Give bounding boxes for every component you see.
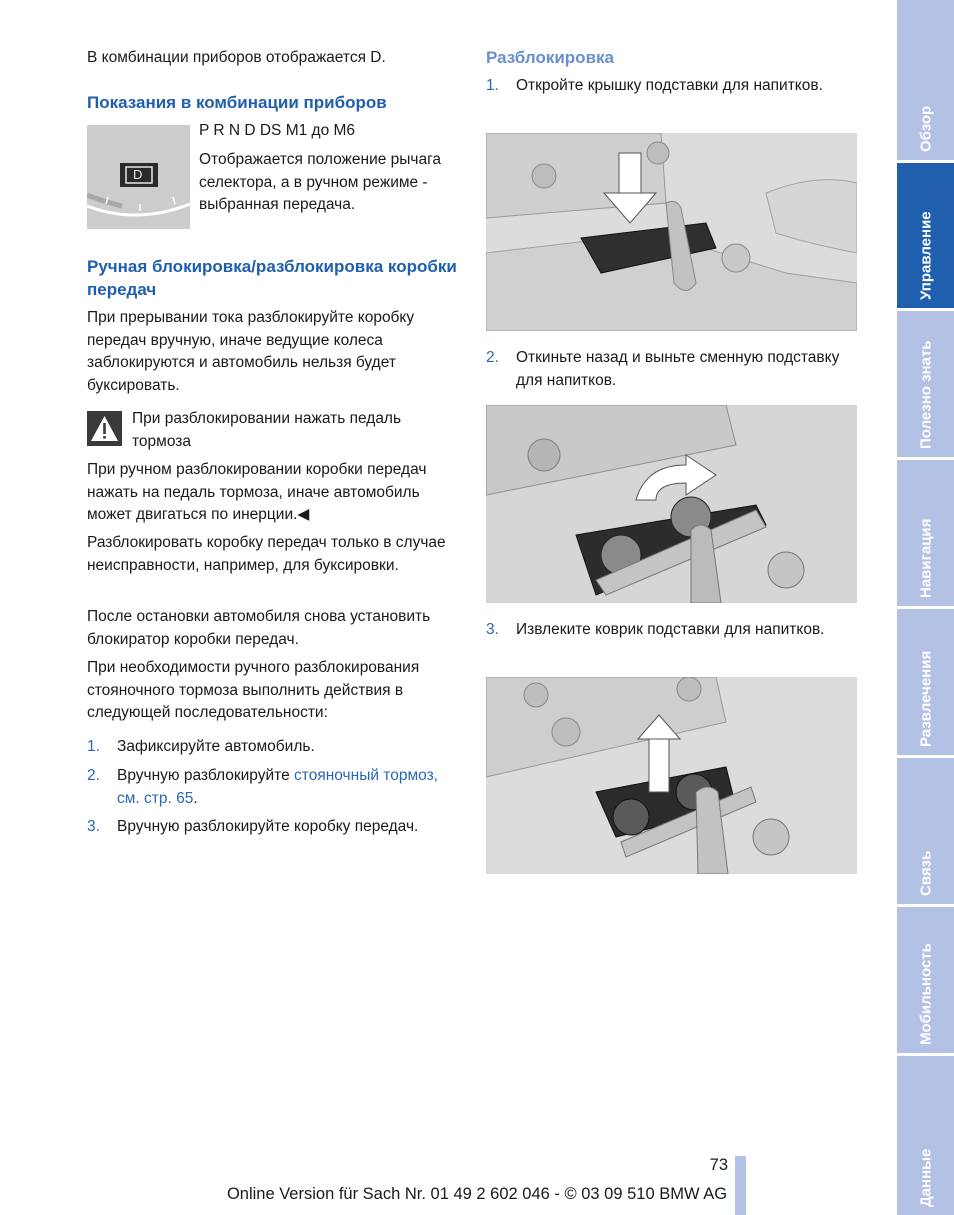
warning-triangle-icon [87, 411, 122, 446]
list-item [486, 347, 856, 392]
figure-open-cupholder-lid [486, 133, 857, 331]
list-item [87, 816, 462, 839]
list-item [486, 619, 856, 642]
tab-label: Обзор [917, 105, 934, 152]
step-number: 3. [87, 818, 100, 835]
figure-remove-mat [486, 677, 857, 874]
paragraph-reinstall-lock: После остановки автомобиля снова установить блокиратор коробки передач. [87, 608, 431, 648]
section-heading-instrument-display: Показания в комбинации приборов [87, 93, 387, 112]
tab-communication[interactable] [897, 758, 954, 904]
step-number: 3. [486, 621, 499, 638]
step-number: 2. [87, 767, 100, 784]
list-item [87, 736, 462, 759]
parking-brake-link[interactable]: стояночный тормоз, см. стр. 65 [117, 767, 438, 807]
step-text: Откиньте назад и выньте сменную подставку для напитков. [516, 349, 840, 389]
console-illustration-3 [486, 677, 857, 874]
gauge-gear-label: D [133, 167, 143, 182]
console-illustration-1 [486, 133, 857, 331]
tab-label: Развлечения [917, 650, 934, 747]
paragraph-power-interruption: При прерывании тока разблокируйте коробку передач вручную, иначе ведущие колеса заблокируются и автомобиль нельзя будет буксировать. [87, 309, 415, 394]
tab-mobility[interactable] [897, 907, 954, 1053]
gear-list: P R N D DS M1 до M6 [199, 122, 356, 139]
warning-box [87, 408, 462, 454]
gear-description: Отображается положение рычага селектора, а в ручном режиме - выбранная передача. [199, 151, 442, 213]
figure-remove-cupholder [486, 405, 857, 603]
tab-overview[interactable] [897, 0, 954, 160]
step-text-end: . [193, 789, 198, 807]
tab-label: Навигация [917, 518, 934, 598]
section-heading-unlock: Разблокировка [486, 48, 614, 67]
tab-label: Данные [917, 1148, 934, 1207]
intro-text: В комбинации приборов отображается D. [87, 49, 386, 66]
list-item [486, 75, 856, 98]
step-text: Вручную разблокируйте [117, 767, 295, 784]
step-number: 2. [486, 349, 499, 366]
step-text: Вручную разблокируйте коробку передач. [117, 818, 419, 835]
tab-entertainment[interactable] [897, 609, 954, 755]
step-number: 1. [87, 738, 100, 755]
paragraph-malfunction-only: Разблокировать коробку передач только в случае неисправности, например, для буксировки. [87, 534, 446, 574]
tab-navigation[interactable] [897, 460, 954, 606]
warning-text: При разблокировании нажать педаль тормоза [132, 410, 402, 450]
section-heading-manual-lock: Ручная блокировка/разблокировка коробки передач [87, 257, 457, 299]
gauge-illustration [87, 125, 190, 229]
paragraph-brake-pedal: При ручном разблокировании коробки передач нажать на педаль тормоза, иначе автомобиль может двигаться по инерции.◀ [87, 461, 427, 523]
step-number: 1. [486, 77, 499, 94]
step-text: Откройте крышку подставки для напитков. [516, 77, 823, 94]
console-illustration-2 [486, 405, 857, 603]
step-text: Зафиксируйте автомобиль. [117, 738, 315, 755]
tab-controls[interactable] [897, 163, 954, 308]
tab-useful-info[interactable] [897, 311, 954, 457]
tab-label: Управление [917, 211, 934, 300]
step-text: Извлеките коврик подставки для напитков. [516, 621, 825, 638]
footer-text: Online Version für Sach Nr. 01 49 2 602 046 - © 03 09 510 BMW AG [226, 1185, 728, 1203]
chapter-sidebar [897, 0, 954, 1215]
list-item [87, 765, 462, 810]
tab-label: Связь [917, 850, 934, 896]
tab-label: Полезно знать [917, 340, 934, 449]
paragraph-sequence-intro: При необходимости ручного разблокирования стояночного тормоза выполнить действия в следующей последовательности: [87, 659, 420, 721]
page-number: 73 [709, 1156, 728, 1174]
tab-label: Мобильность [917, 943, 934, 1045]
